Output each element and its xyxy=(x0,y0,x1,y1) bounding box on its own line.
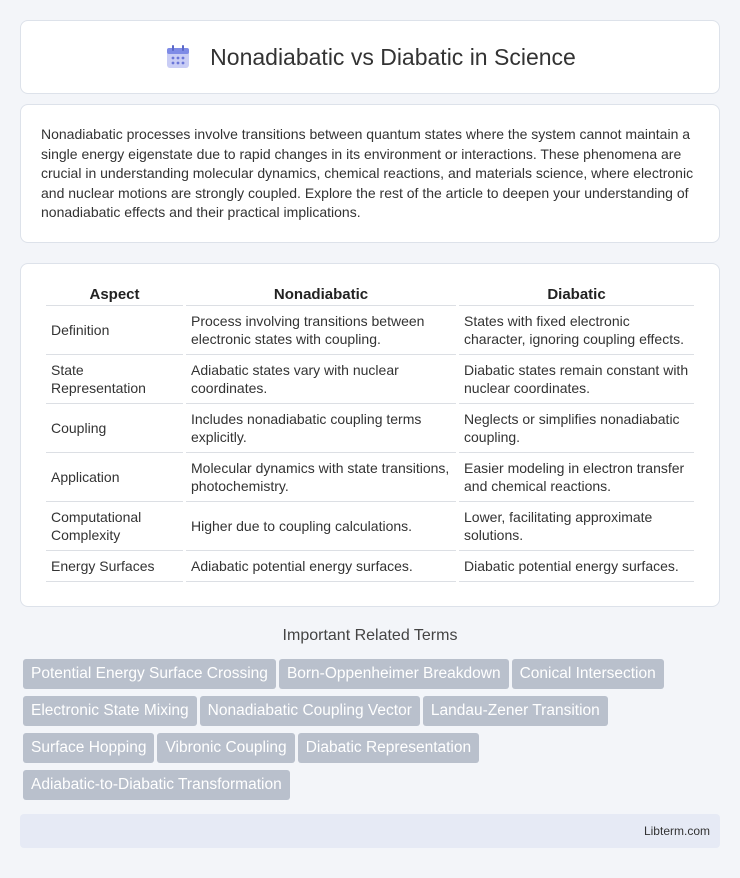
nonadiabatic-cell: Molecular dynamics with state transitions, photochemistry. xyxy=(186,453,456,502)
aspect-cell: Computational Complexity xyxy=(46,502,183,551)
related-terms-title: Important Related Terms xyxy=(282,627,458,644)
table-row xyxy=(46,502,694,551)
footer xyxy=(20,814,720,848)
header-card xyxy=(20,20,720,94)
header-aspect: Aspect xyxy=(46,284,183,306)
aspect-cell: Application xyxy=(46,453,183,502)
aspect-cell: Coupling xyxy=(46,404,183,453)
aspect-cell: State Representation xyxy=(46,355,183,404)
related-terms-list xyxy=(23,659,723,807)
comparison-table xyxy=(43,284,697,582)
header-nonadiabatic: Nonadiabatic xyxy=(186,284,456,306)
term-tag[interactable]: Landau-Zener Transition xyxy=(423,696,608,726)
diabatic-cell: Neglects or simplifies nonadiabatic coupling. xyxy=(459,404,694,453)
page-title: Nonadiabatic vs Diabatic in Science xyxy=(210,43,576,70)
term-tag[interactable]: Potential Energy Surface Crossing xyxy=(23,659,276,689)
term-tag[interactable]: Electronic State Mixing xyxy=(23,696,197,726)
intro-text: Nonadiabatic processes involve transitions between quantum states where the system cannot maintain a single energy eigenstate due to rapid changes in its environment or interactions. These phenomena are crucial in understanding molecular dynamics, chemical reactions, and materials science, where electronic and nuclear motions are strongly coupled. Explore the rest of the article to deepen your understanding of nonadiabatic effects and their practical implications. xyxy=(41,126,694,221)
term-tag[interactable]: Nonadiabatic Coupling Vector xyxy=(200,696,420,726)
table-row xyxy=(46,551,694,582)
table-row xyxy=(46,306,694,355)
table-row xyxy=(46,453,694,502)
aspect-cell: Definition xyxy=(46,306,183,355)
table-row xyxy=(46,355,694,404)
intro-card xyxy=(20,104,720,243)
nonadiabatic-cell: Higher due to coupling calculations. xyxy=(186,502,456,551)
header-diabatic: Diabatic xyxy=(459,284,694,306)
term-tag[interactable]: Adiabatic-to-Diabatic Transformation xyxy=(23,770,290,800)
table-row xyxy=(46,404,694,453)
nonadiabatic-cell: Includes nonadiabatic coupling terms explicitly. xyxy=(186,404,456,453)
aspect-cell: Energy Surfaces xyxy=(46,551,183,582)
diabatic-cell: States with fixed electronic character, ignoring coupling effects. xyxy=(459,306,694,355)
nonadiabatic-cell: Adiabatic potential energy surfaces. xyxy=(186,551,456,582)
nonadiabatic-cell: Process involving transitions between electronic states with coupling. xyxy=(186,306,456,355)
term-tag[interactable]: Surface Hopping xyxy=(23,733,154,763)
calendar-icon xyxy=(164,43,192,71)
nonadiabatic-cell: Adiabatic states vary with nuclear coordinates. xyxy=(186,355,456,404)
term-tag[interactable]: Diabatic Representation xyxy=(298,733,479,763)
diabatic-cell: Diabatic potential energy surfaces. xyxy=(459,551,694,582)
footer-site-link[interactable]: Libterm.com xyxy=(643,824,710,838)
comparison-card xyxy=(20,263,720,607)
term-tag[interactable]: Born-Oppenheimer Breakdown xyxy=(279,659,509,689)
diabatic-cell: Diabatic states remain constant with nuclear coordinates. xyxy=(459,355,694,404)
diabatic-cell: Easier modeling in electron transfer and chemical reactions. xyxy=(459,453,694,502)
term-tag[interactable]: Conical Intersection xyxy=(512,659,664,689)
diabatic-cell: Lower, facilitating approximate solutions. xyxy=(459,502,694,551)
term-tag[interactable]: Vibronic Coupling xyxy=(157,733,294,763)
